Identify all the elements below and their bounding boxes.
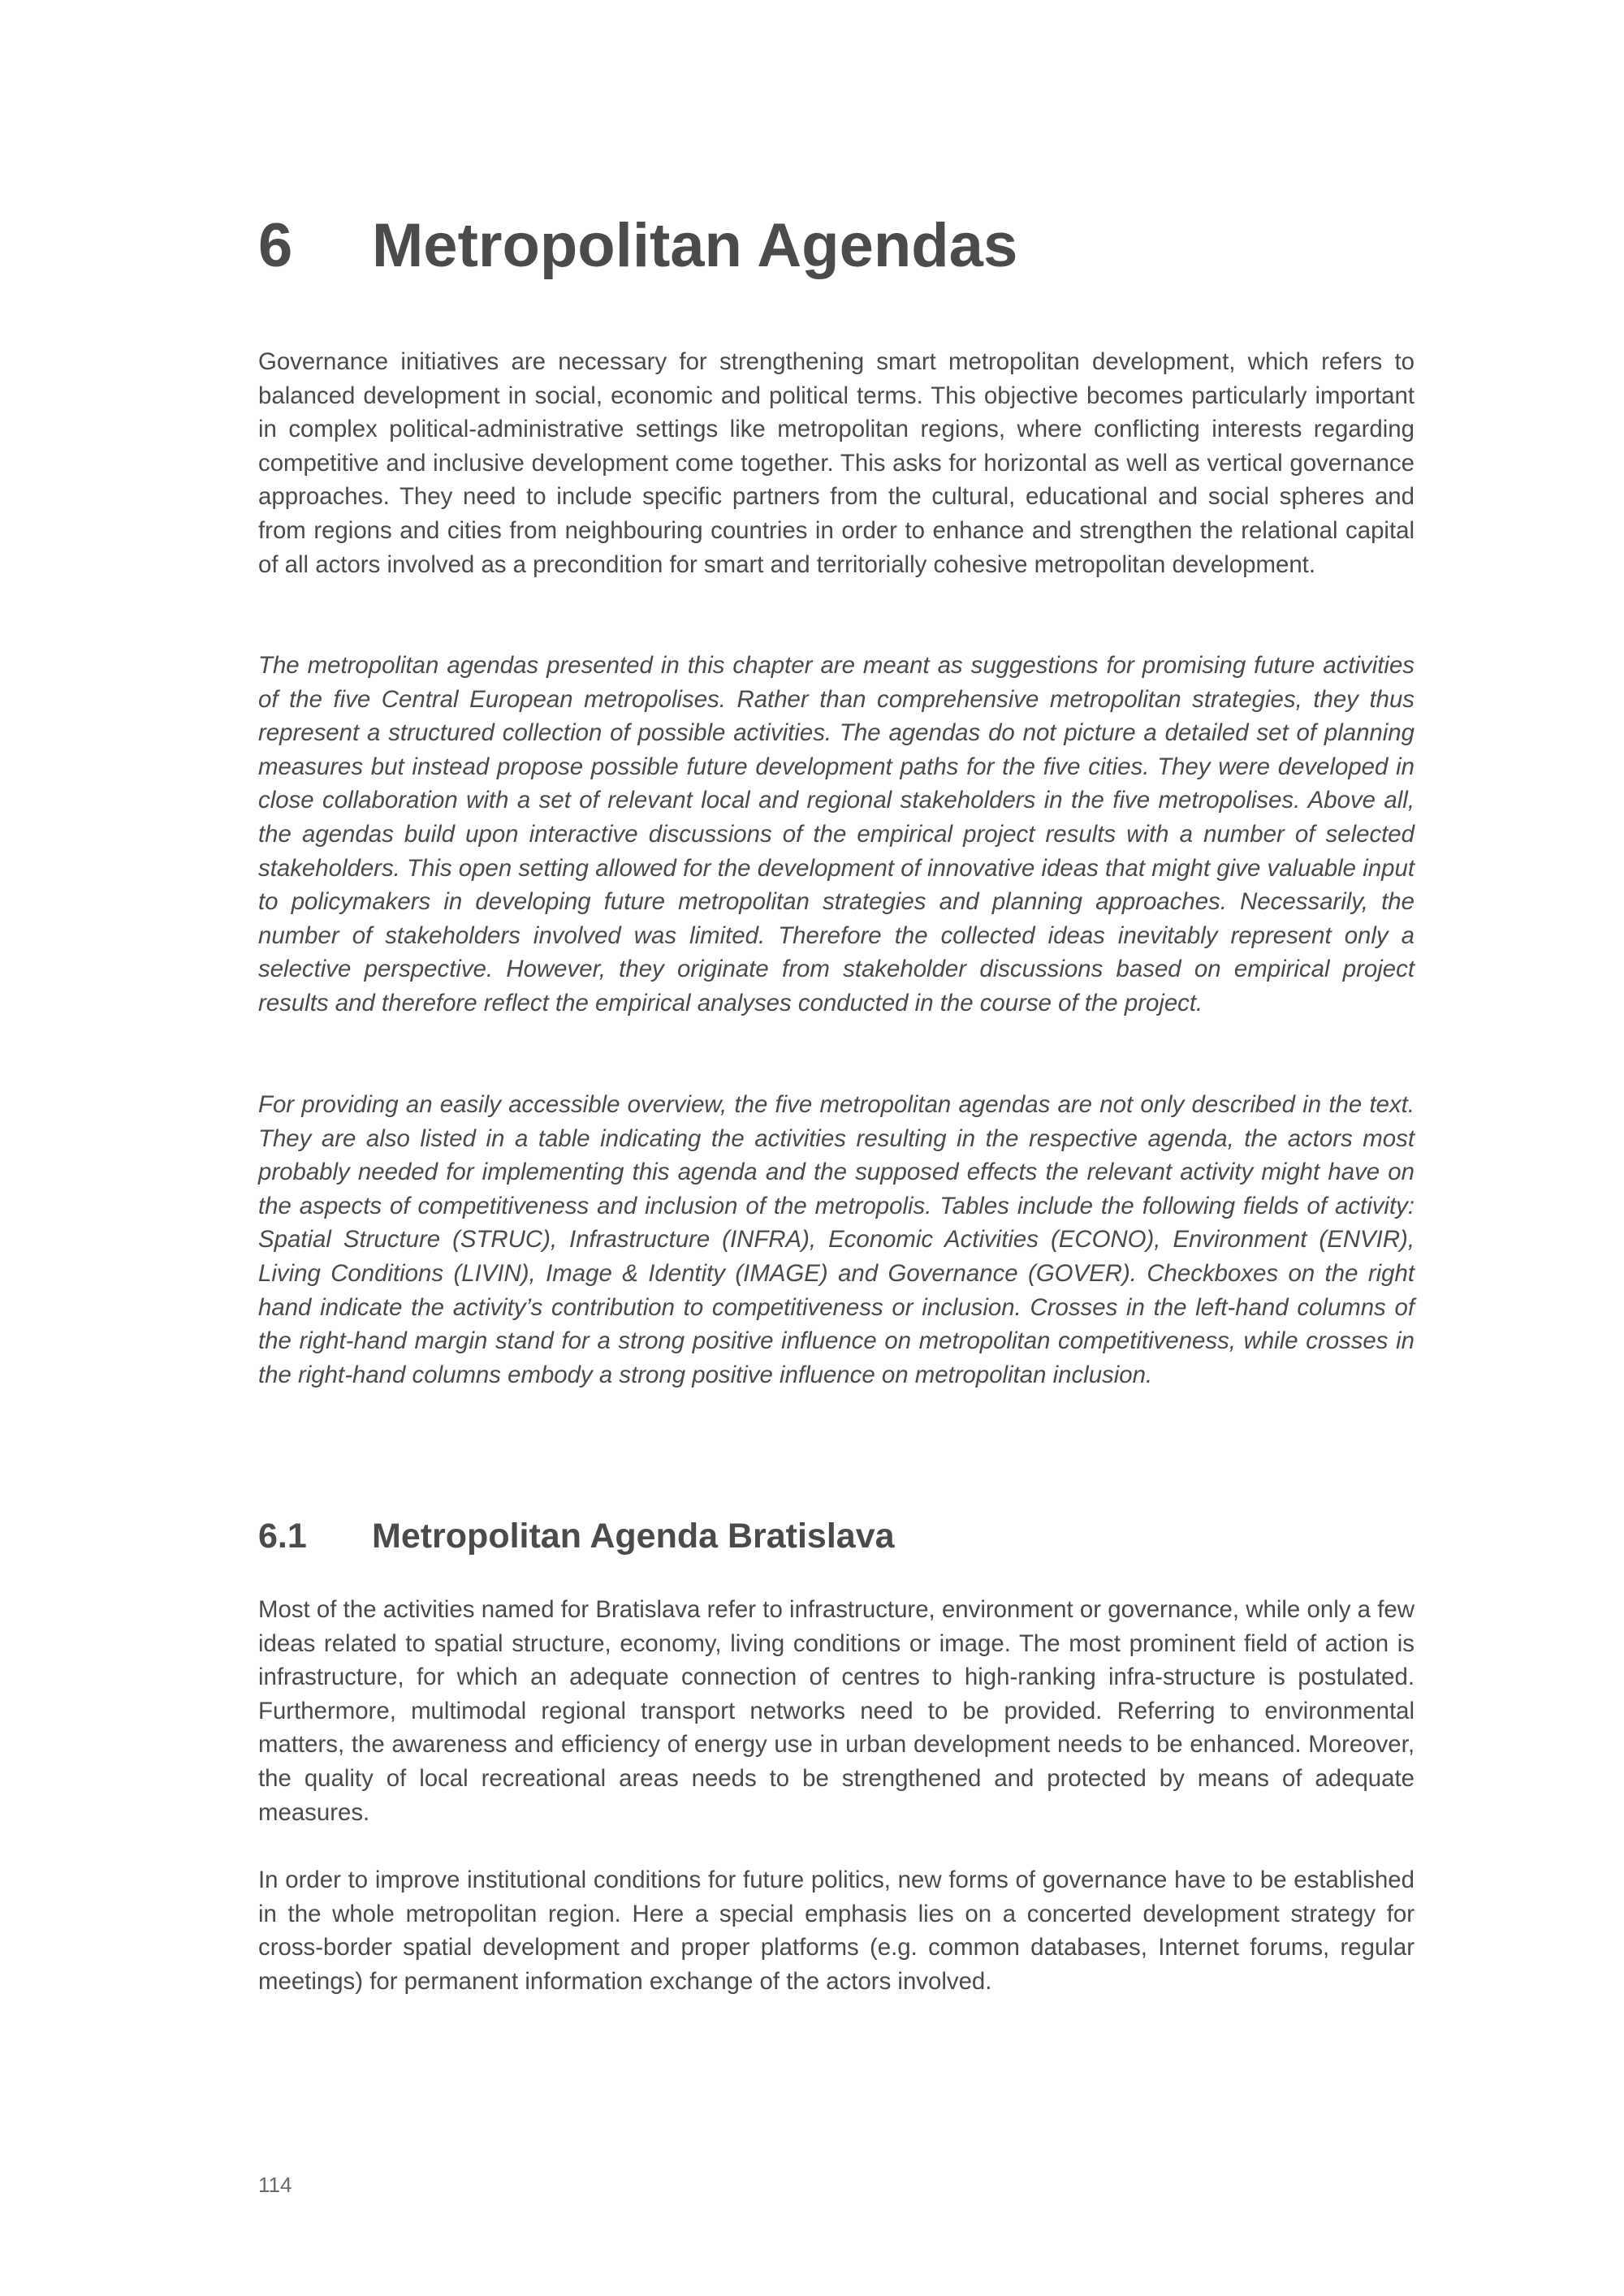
chapter-number: 6	[258, 211, 293, 280]
intro-paragraph: Governance initiatives are necessary for strengthening smart metropolitan development, which refers to balanced development in social, economic and political terms. This objective becomes particularly important in complex political-administrative settings like metropolitan regions, where conflicting interests regarding competitive and inclusive development come together. This asks for horizontal as well as vertical governance approaches. They need to include specific partners from the cultural, educational and social spheres and from regions and cities from neighbouring countries in order to enhance and strengthen the relational capital of all actors involved as a precondition for smart and territorially cohesive metropolitan development.	[258, 348, 1415, 578]
section-title: Metropolitan Agenda Bratislava	[372, 1517, 895, 1556]
agendas-note-paragraph: The metropolitan agendas presented in this chapter are meant as suggestions for promising future activities of the five Central European metropolises. Rather than comprehensive metropolitan strategies, they thus represent a structured collection of possible activities. The agendas do not picture a detailed set of planning measures but instead propose possible future development paths for the five cities. They were developed in close collaboration with a set of relevant local and regional stakeholders in the five metropolises. Above all, the agendas build upon interactive discussions of the empirical project results with a number of selected stakeholders. This open setting allowed for the development of innovative ideas that might give valuable input to policymakers in developing future metropolitan strategies and planning approaches. Necessarily, the number of stakeholders involved was limited. Therefore the collected ideas inevitably represent only a selective perspective. However, they originate from stakeholder discussions based on empirical project results and therefore reflect the empirical analyses conducted in the course of the project.	[258, 652, 1415, 1016]
bratislava-activities-paragraph: Most of the activities named for Bratislava refer to infrastructure, environment or governance, while only a few ideas related to spatial structure, economy, living conditions or image. The most prominent field of action is infrastructure, for which an adequate connection of centres to high-ranking infra-structure is postulated. Furthermore, multimodal regional transport networks need to be provided. Referring to environmental matters, the awareness and efficiency of energy use in urban development needs to be enhanced. Moreover, the quality of local recreational areas needs to be strengthened and protected by means of adequate measures.	[258, 1596, 1415, 1826]
chapter-title: Metropolitan Agendas	[372, 211, 1018, 280]
overview-note-paragraph: For providing an easily accessible overview, the five metropolitan agendas are not only described in the text. They are also listed in a table indicating the activities resulting in the respective agenda, the actors most probably needed for implementing this agenda and the supposed effects the relevant activity might have on the aspects of competitiveness and inclusion of the metropolis. Tables include the following fields of activity: Spatial Structure (STRUC), Infrastructure (INFRA), Economic Activities (ECONO), Environment (ENVIR), Living Conditions (LIVIN), Image & Identity (IMAGE) and Governance (GOVER). Checkboxes on the right hand indicate the activity’s contribution to competitiveness or inclusion. Crosses in the left-hand columns of the right-hand margin stand for a strong positive influence on metropolitan competitiveness, while crosses in the right-hand columns embody a strong positive influence on metropolitan inclusion.	[258, 1091, 1415, 1388]
section-heading	[258, 1513, 895, 1559]
section-number: 6.1	[258, 1517, 307, 1556]
chapter-heading	[258, 209, 1017, 283]
page-number: 114	[258, 2173, 292, 2197]
bratislava-governance-paragraph: In order to improve institutional conditions for future politics, new forms of governance have to be established in the whole metropolitan region. Here a special emphasis lies on a concerted development strategy for cross-border spatial development and proper platforms (e.g. common databases, Internet forums, regular meetings) for permanent information exchange of the actors involved.	[258, 1867, 1415, 1995]
